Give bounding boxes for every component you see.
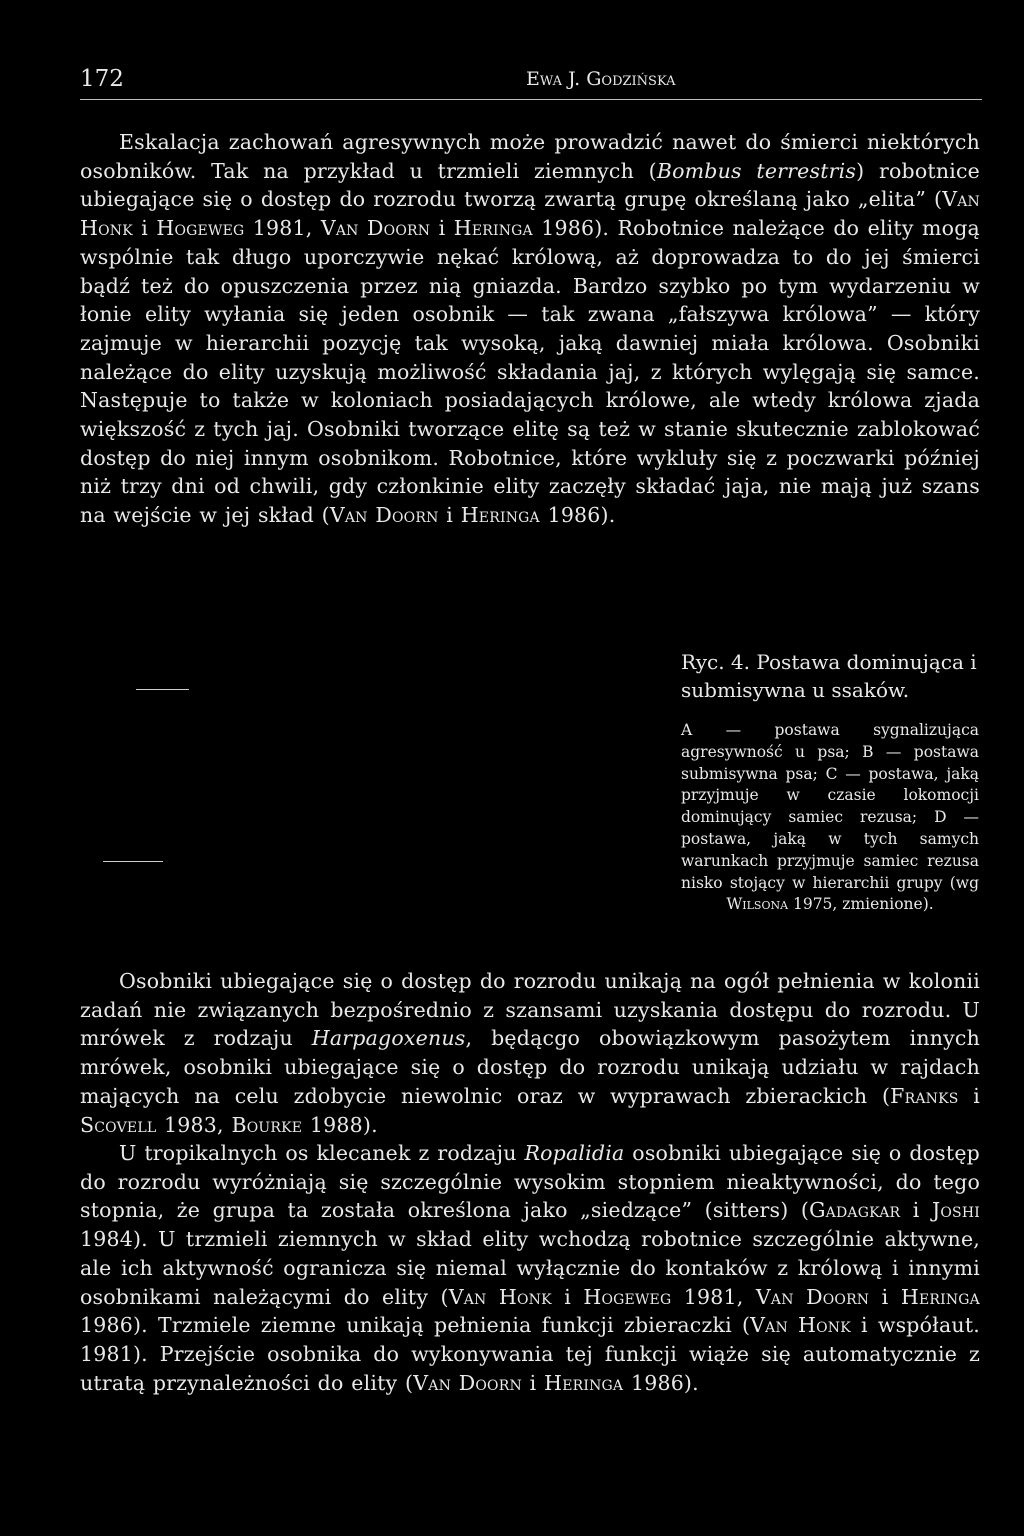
text-run: 1986). [539,503,616,528]
text-run: i [521,1370,545,1395]
citation-author: Van Doorn [329,503,439,528]
citation-author: Gadagkar [809,1198,901,1223]
text-run: i [900,1198,932,1223]
citation-author: Joshi [931,1198,980,1223]
citation-author: Hogeweg [156,216,245,241]
citation-author: Van Doorn [413,1370,522,1395]
paragraph-3 [80,1139,980,1397]
citation-author: Van Honk [448,1284,552,1309]
caption-text: A — postawa sygnalizująca agresywność u psa; B — postawa submisywna psa; C — postawa, jaką przyjmuje w czasie lokomocji dominujący samiec rezusa; D — postawa, jaką w tych samych warunkach przyjmuje samiec rezusa nisko stojący w hierarchii grupy (wg [681,721,979,892]
text-run: , będącgo obowiązkowym pasożytem innych mrówek, osobniki ubiegające się o dostęp do rozrodu unikają udziału w rajdach mających na celu zdobycie niewolnic oraz w wyprawach zbierackich ( [80,1026,980,1108]
text-run: 1988). [302,1112,378,1137]
text-run: 1986). Trzmiele ziemne unikają pełnienia funkcji zbieraczki ( [80,1313,751,1338]
citation-author: Scovell [80,1112,157,1137]
citation-author: Bourke [231,1112,303,1137]
text-run: 1981, [671,1284,756,1309]
text-run: osobniki ubiegające się o dostęp do rozrodu wyróżniają się szczególnie wysokim stopniem nieaktywności, do tego stopnia, że grupa ta została określona jako „siedzące” (sitters) ( [80,1141,980,1223]
citation-author: Heringa [453,216,533,241]
citation-author: Franks [890,1083,959,1108]
species-name: Bombus terrestris [656,158,857,183]
text-run: Eskalacja zachowań agresywnych może prowadzić nawet do śmierci niektórych osobników. Tak na przykład u trzmieli ziemnych ( [80,130,980,183]
citation-author: Van Doorn [320,216,431,241]
text-run: i [869,1284,901,1309]
caption-text: 1975, zmienione). [788,895,934,914]
figure-4 [80,640,980,950]
paragraph-2 [80,967,980,1139]
citation-author: Heringa [544,1370,624,1395]
citation-author: Van Honk [80,187,980,241]
genus-name: Harpagoxenus [311,1026,466,1051]
figure-title: Ryc. 4. Postawa dominująca i submisywna u ssaków. [681,650,977,702]
citation-author: Heringa [900,1284,980,1309]
running-header [80,66,980,98]
text-run: ) robotnice ubiegające się o dostęp do rozrodu tworzą zwartą grupę określaną jako „elita” ( [80,158,980,212]
text-run: Osobniki ubiegające się o dostęp do rozrodu unikają na ogół pełnienia w kolonii zadań nie związanych bezpośrednio z szansami uzyskania dostępu do rozrodu. U mrówek z rodzaju [80,969,980,1051]
text-run: 1983, [156,1112,232,1137]
text-run: 1986). Robotnice należące do elity mogą wspólnie tak długo uporczywie nękać królową, aż doprowadza to do jej śmierci bądź też do opuszczenia przez nią gniazda. Bardzo szybko po tym wydarzeniu w łonie elity wyłania się jeden osobnik — tak zwana „fałszywa królowa” — który zajmuje w hierarchii pozycję tak wysoką, jaką dawniej miała królowa. Osobniki należące do elity uzyskują możliwość składania jaj, z których wylęgają się samce. Następuje to także w koloniach posiadających królowe, ale wtedy królowa zjada większość z tych jaj. Osobniki tworzące elitę są też w stanie skutecznie zablokować dostęp do niej innym osobnikom. Robotnice, które wykluły się z poczwarki później niż trzy dni od chwili, gdy członkinie elity zaczęły składać jaja, nie mają już szans na wejście w jej skład ( [80,216,980,528]
text-run: i [958,1083,980,1108]
text-run: i [438,503,461,528]
figure-caption [681,720,979,916]
figure-leader-line [103,861,163,862]
text-run: i [551,1284,584,1309]
text-run: i współaut. 1981). Przejście osobnika do wykonywania tej funkcji wiąże się automatycznie z utratą przynależności do elity ( [80,1313,980,1395]
citation-author: Van Honk [750,1313,851,1338]
figure-leader-line [136,689,189,690]
genus-name: Ropalidia [524,1141,625,1165]
text-run: i [430,216,454,241]
text-run: 1984). U trzmieli ziemnych w skład elity wchodzą robotnice szczególnie aktywne, ale ich aktywność ogranicza się niemal wyłącznie do kontaków z królową i innymi osobnikami należącymi do elity ( [80,1227,980,1309]
paragraph-1 [80,128,980,530]
citation-author: Van Doorn [755,1284,870,1309]
citation-author: Heringa [460,503,540,528]
text-run: 1986). [623,1370,699,1395]
citation-author: Hogeweg [583,1284,672,1309]
running-head-author: Ewa J. Godzińska [526,68,676,90]
header-rule [80,99,982,100]
text-run: i [132,216,157,241]
text-run: U tropikalnych os klecanek z rodzaju [119,1141,525,1165]
page-number: 172 [80,66,124,92]
text-run: 1981, [244,216,321,241]
citation-author: Wilsona [726,895,789,914]
